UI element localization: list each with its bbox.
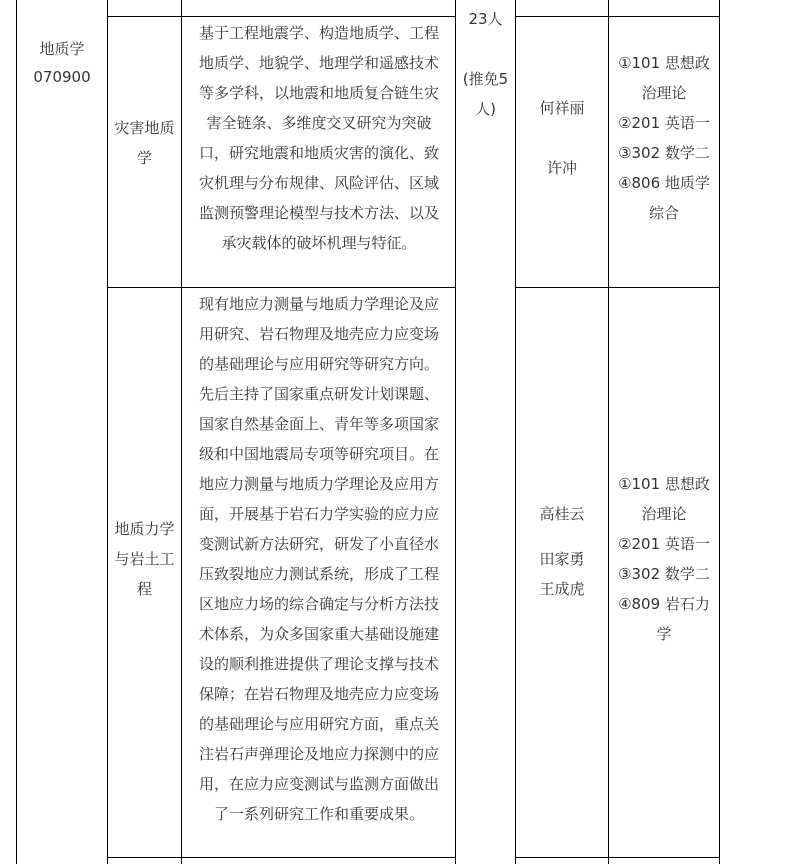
advisor-name: 田家勇 [539,550,585,568]
direction-line: 程 [136,580,152,598]
description-line: 用，在应力应变测试与监测方面做出 [198,775,439,793]
row-divider-bot-b [515,857,720,858]
exam-line: ②201 英语一 [618,535,710,553]
description-line: 级和中国地震局专项等研究项目。在 [198,445,439,463]
description-line: 承灾载体的破坏机理与特征。 [221,234,417,252]
description-line: 等多学科，以地震和地质复合链生灾 [198,84,439,102]
description-line: 了一系列研究工作和重要成果。 [213,805,424,823]
exam-line: ④806 地质学 [618,174,710,192]
table-border-col6 [719,0,720,864]
major-code: 070900 [33,68,91,86]
research-description [186,289,452,829]
description-line: 地质学、地貌学、地理学和遥感技术 [198,54,439,72]
advisor-name: 许冲 [546,159,577,177]
exam-line: ①101 思想政 [618,475,710,493]
direction-line: 学 [136,149,152,167]
table-border-col2 [181,0,182,864]
row-divider-bot-a [107,857,456,858]
exam-subjects [609,48,719,228]
description-line: 的基础理论与应用研究等研究方向。 [198,355,439,373]
advisor-list [516,499,608,604]
direction-line: 地质力学 [114,520,175,538]
description-line: 术体系，为众多国家重大基础设施建 [198,625,439,643]
quota-exempt-line1: (推免5 [462,70,509,88]
exam-line: ④809 岩石力 [618,595,710,613]
description-line: 监测预警理论模型与技术方法、以及 [198,204,439,222]
description-line: 保障；在岩石物理及地壳应力应变场 [198,685,439,703]
quota-count: 23人 [468,10,503,28]
row-divider-mid-b [515,287,720,288]
description-line: 设的顺利推进提供了理论支撑与技术 [198,655,439,673]
quota-exempt-line2: 人) [475,100,496,118]
exam-line: ③302 数学二 [618,565,710,583]
exam-line: ③302 数学二 [618,144,710,162]
row-divider-top-a [107,16,456,17]
direction-name [108,113,181,173]
description-line: 现有地应力测量与地质力学理论及应 [198,295,439,313]
exam-line: 综合 [648,204,679,222]
description-line: 灾机理与分布规律、风险评估、区域 [198,174,439,192]
row-divider-mid-a [107,287,456,288]
description-line: 国家自然基金面上、青年等多项国家 [198,415,439,433]
exam-subjects [609,469,719,649]
description-line: 害全链条、多维度交叉研究为突破 [206,114,432,132]
table-border-col3 [455,0,456,864]
description-line: 用研究、岩石物理及地壳应力应变场 [198,325,439,343]
advisor-list [516,93,608,183]
description-line: 先后主持了国家重点研发计划课题、 [198,385,439,403]
exam-line: ①101 思想政 [618,54,710,72]
table-border-left [16,0,17,864]
description-line: 面，开展基于岩石力学实验的应力应 [198,505,439,523]
exam-line: 学 [656,625,672,643]
direction-name [108,514,181,604]
research-description [186,18,452,258]
description-line: 变测试新方法研究，研发了小直径水 [198,535,439,553]
major-name: 地质学 [39,40,85,58]
exam-line: 治理论 [641,84,687,102]
exam-line: ②201 英语一 [618,114,710,132]
advisor-name: 高桂云 [539,505,585,523]
description-line: 地应力测量与地质力学理论及应用方 [198,475,439,493]
description-line: 压致裂地应力测试系统，形成了工程 [198,565,439,583]
description-line: 口，研究地震和地质灾害的演化、致 [198,144,439,162]
direction-line: 与岩土工 [114,550,175,568]
description-line: 基于工程地震学、构造地质学、工程 [198,24,439,42]
advisor-name: 何祥丽 [539,99,585,117]
advisor-name: 王成虎 [539,580,585,598]
description-line: 的基础理论与应用研究方面，重点关 [198,715,439,733]
direction-line: 灾害地质 [114,119,175,137]
exam-line: 治理论 [641,505,687,523]
description-line: 区地应力场的综合确定与分析方法技 [198,595,439,613]
description-line: 注岩石声弹理论及地应力探测中的应 [198,745,439,763]
row-divider-top-b [515,16,720,17]
